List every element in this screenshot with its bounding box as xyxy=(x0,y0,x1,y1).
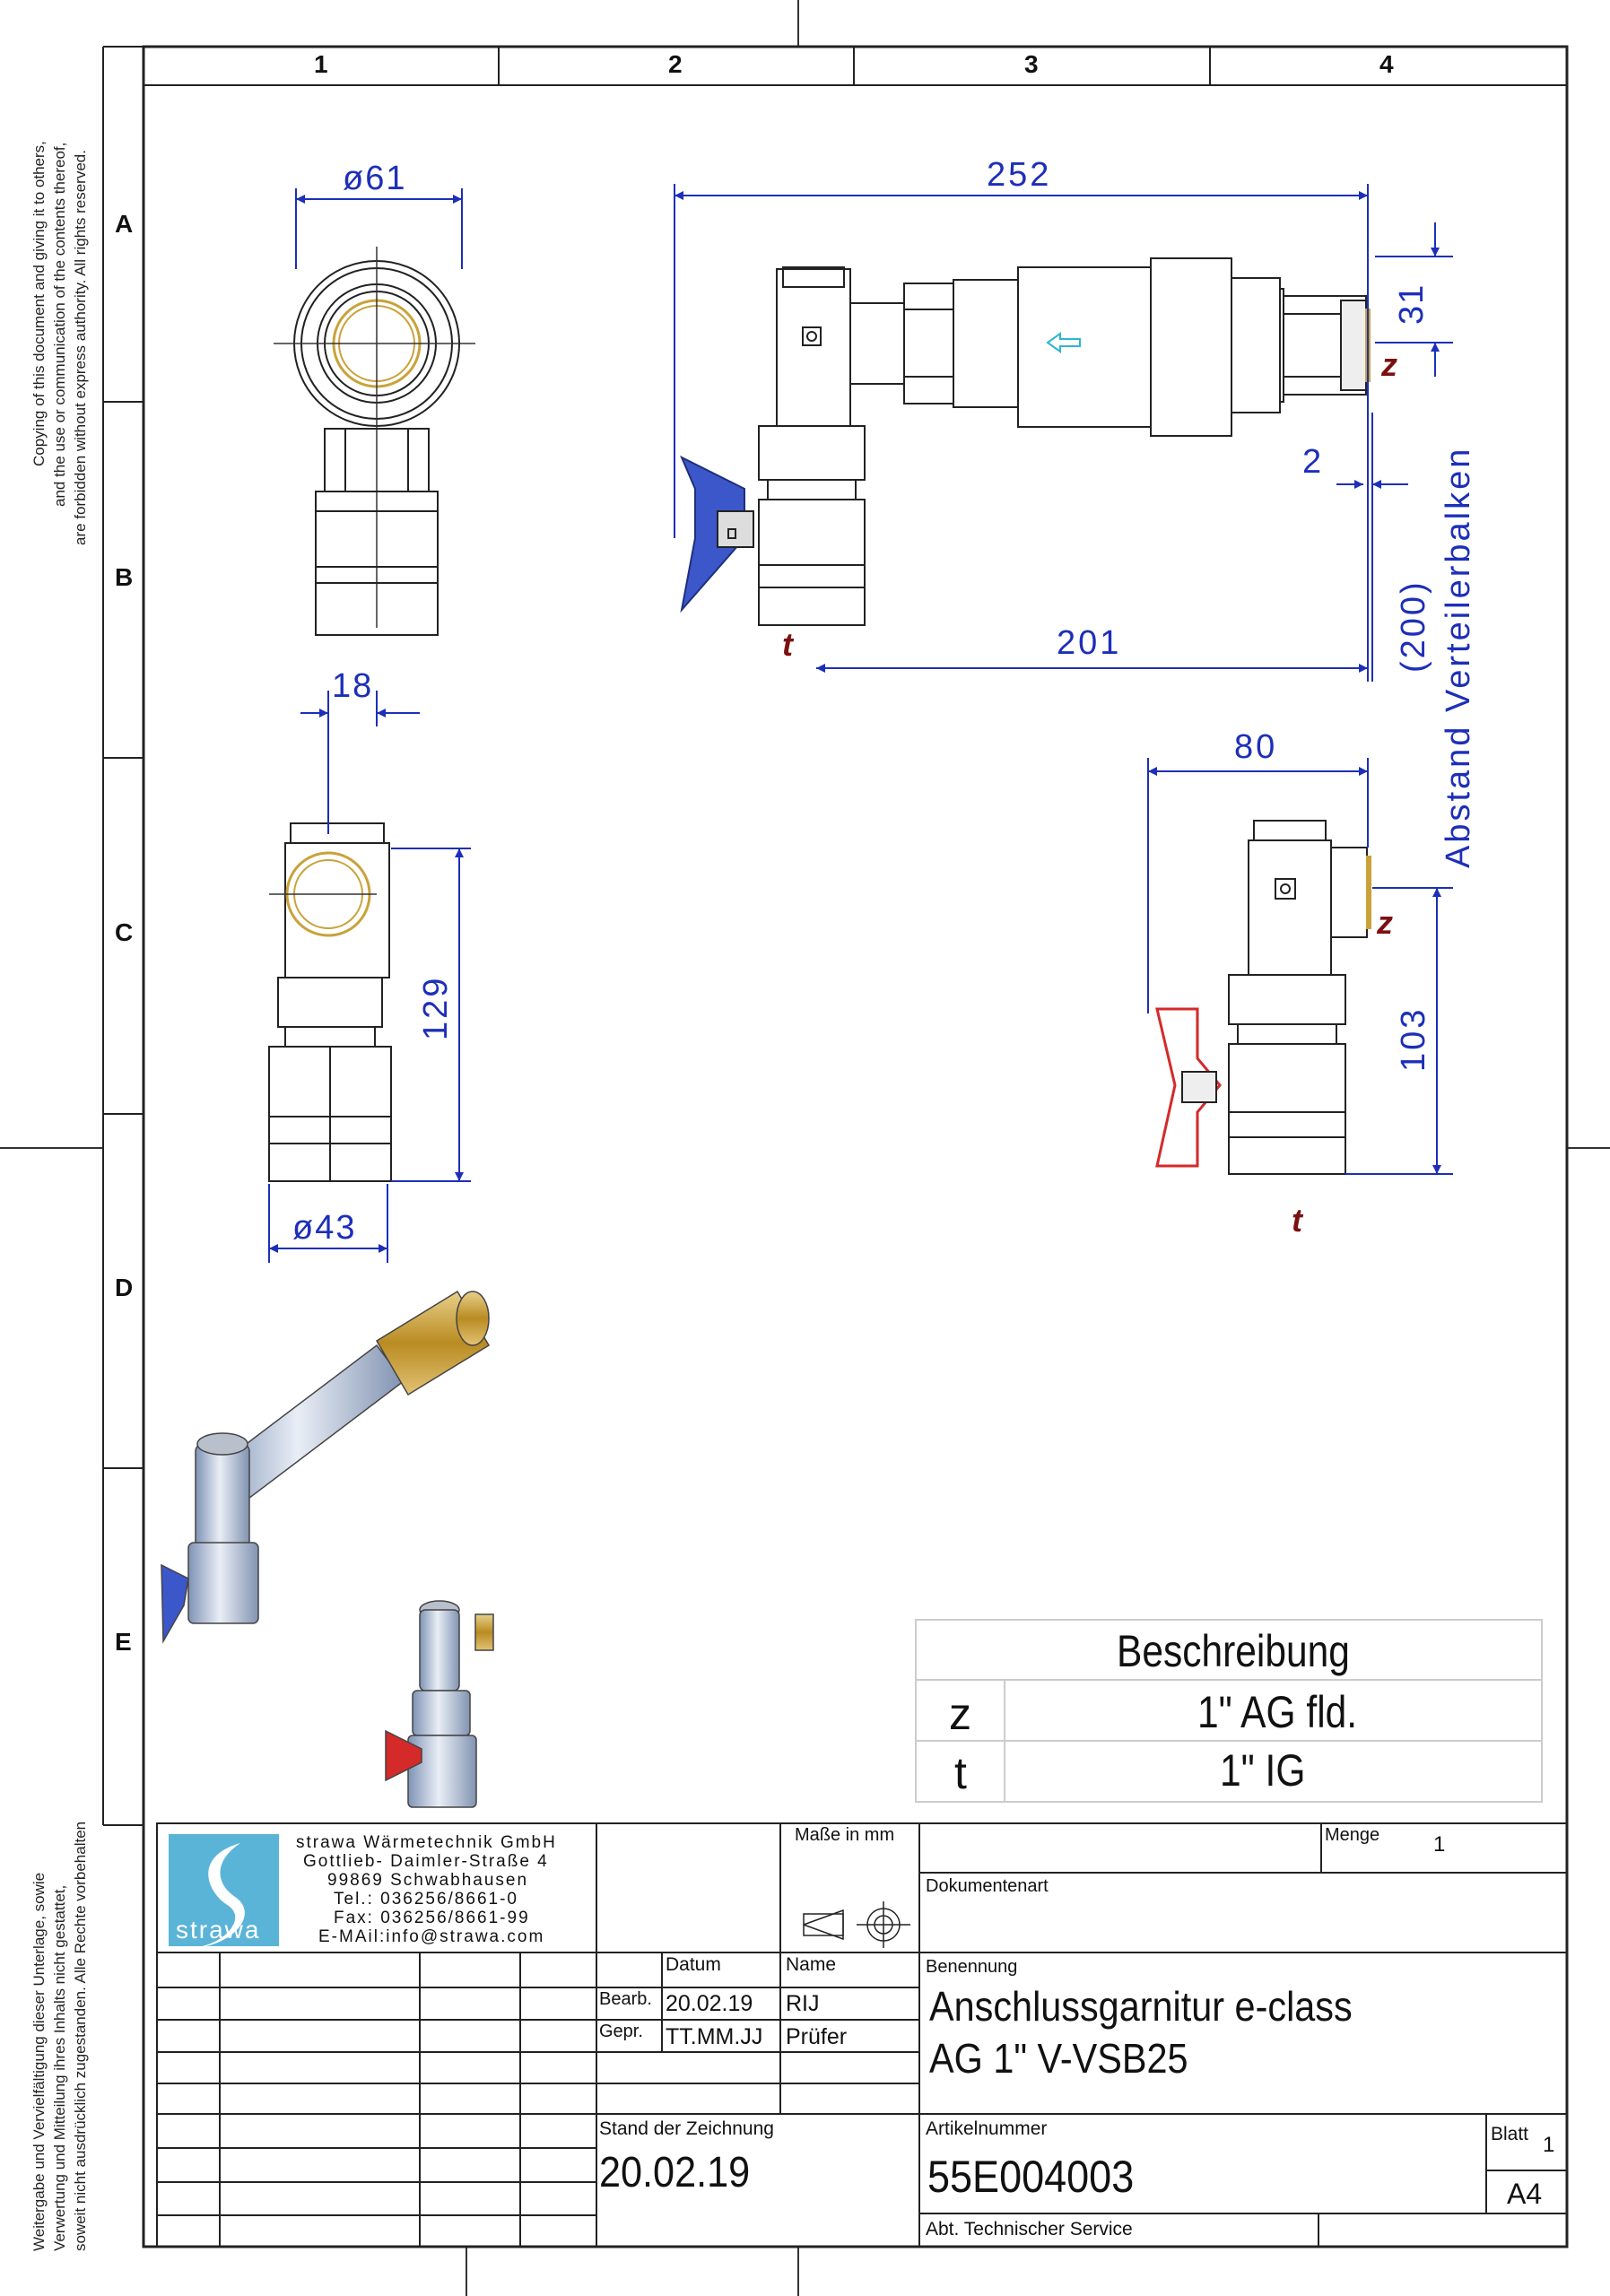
dim-length-252: 252 xyxy=(987,156,1052,194)
projection-symbol-icon xyxy=(804,1901,910,1948)
description-text-z: 1" AG fld. xyxy=(1197,1687,1358,1737)
name-header: Name xyxy=(786,1954,837,1975)
bearb-date: 20.02.19 xyxy=(666,1991,753,2016)
description-text-t: 1" IG xyxy=(1220,1745,1306,1796)
grid-row-c: C xyxy=(115,918,134,946)
description-code-t: t xyxy=(954,1748,967,1798)
dim-offset-18: 18 xyxy=(332,667,374,705)
gepr-date: TT.MM.JJ xyxy=(666,2024,763,2049)
dim-height-103: 103 xyxy=(1395,1006,1432,1072)
bearb-label: Bearb. xyxy=(599,1989,652,2009)
benennung-label: Benennung xyxy=(926,1957,1018,1977)
date-header: Datum xyxy=(666,1954,721,1975)
grid-col-3: 3 xyxy=(1024,50,1039,78)
dim-diameter-61: ø61 xyxy=(343,160,407,197)
logo-text: strawa xyxy=(176,1916,261,1944)
dim-height-129: 129 xyxy=(417,975,455,1040)
dim-width-80: 80 xyxy=(1234,728,1278,766)
grid-col-1: 1 xyxy=(314,50,328,78)
units-label: Maße in mm xyxy=(795,1825,895,1845)
gepr-label: Gepr. xyxy=(599,2022,643,2041)
grid-col-2: 2 xyxy=(668,50,683,78)
marker-z-small: z xyxy=(1377,904,1393,941)
grid-row-a: A xyxy=(115,210,134,238)
article-number: 55E004003 xyxy=(927,2152,1135,2202)
grid-col-4: 4 xyxy=(1379,50,1394,78)
gepr-name: Prüfer xyxy=(786,2024,848,2049)
marker-t-main: t xyxy=(782,626,793,663)
marker-z-main: z xyxy=(1381,346,1397,383)
title-line-1: Anschlussgarnitur e-class xyxy=(929,1983,1353,2030)
grid-row-b: B xyxy=(115,563,134,591)
grid-row-d: D xyxy=(115,1274,134,1301)
description-header: Beschreibung xyxy=(1117,1626,1350,1676)
dim-gap-2: 2 xyxy=(1302,443,1322,481)
grid-row-e: E xyxy=(115,1628,132,1656)
dim-thread-31: 31 xyxy=(1393,283,1431,325)
stand-value: 20.02.19 xyxy=(599,2149,751,2196)
marker-t-small: t xyxy=(1292,1202,1302,1239)
sheet-label: Blatt xyxy=(1491,2124,1529,2144)
paper-format: A4 xyxy=(1507,2178,1543,2210)
bearb-name: RIJ xyxy=(786,1991,820,2016)
dim-length-201: 201 xyxy=(1057,624,1122,662)
quantity-label: Menge xyxy=(1325,1825,1380,1845)
dim-distance-200: (200) xyxy=(1395,579,1432,673)
department-label: Abt. Technischer Service xyxy=(926,2219,1133,2239)
doc-type-label: Dokumentenart xyxy=(926,1876,1049,1896)
article-label: Artikelnummer xyxy=(926,2118,1048,2139)
description-code-z: z xyxy=(949,1689,971,1739)
dim-diameter-43: ø43 xyxy=(292,1209,357,1247)
dim-distance-label: Abstand Verteilerbalken xyxy=(1440,446,1477,868)
title-line-2: AG 1" V-VSB25 xyxy=(929,2035,1188,2082)
quantity-value: 1 xyxy=(1433,1832,1446,1857)
sheet-value: 1 xyxy=(1543,2133,1555,2157)
stand-label: Stand der Zeichnung xyxy=(599,2118,774,2139)
